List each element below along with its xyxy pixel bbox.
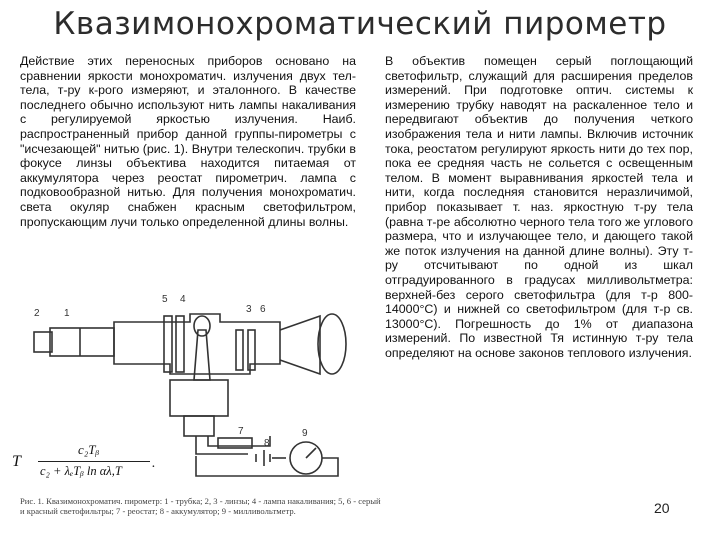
- formula-lhs: T: [12, 453, 21, 470]
- left-text-column: Действие этих переносных приборов основано на сравнении яркости монохроматич. излучения двух тел-тела, т-ру к-рого измеряют, и эталонного. В качестве последнего обычно используют нить лампы накаливания с регулируемой яркостью излучения. Наиб. распространенный прибор данной группы-пирометры с "исчезающей" нитью (рис. 1). Внутри телескопич. трубки в фокусе линзы объектива находится питаемая от аккумулятора через реостат пирометрич. лампа с подковообразной нитью. Для получения монохроматич. света окуляр снабжен красным светофильтром, пропускающим лучи только определенной длины волны.: [20, 54, 356, 229]
- lamp-bulb: [194, 330, 210, 380]
- figure-label: 8: [264, 438, 270, 449]
- figure-label: 2: [34, 308, 40, 319]
- figure-label: 1: [64, 308, 70, 319]
- figure-label: 9: [302, 428, 308, 439]
- formula: [8, 440, 160, 486]
- figure-caption: Рис. 1. Квазимонохроматич. пирометр: 1 - трубка; 2, 3 - линзы; 4 - лампа накаливания; 5, 6 - серый и красный светофильтры; 7 - реостат; 8 - аккумулятор; 9 - милливольтметр.: [20, 496, 381, 516]
- slide-title: Квазимонохроматический пирометр: [53, 6, 667, 42]
- figure-label: 5: [162, 294, 168, 305]
- figure-label: 7: [238, 426, 244, 437]
- tube-body: [50, 328, 114, 356]
- figure-label: 4: [180, 294, 186, 305]
- filter-3: [236, 330, 243, 370]
- lower-body: [170, 380, 228, 416]
- objective-lens: [318, 314, 346, 374]
- figure-label: 6: [260, 304, 266, 315]
- page-number: 20: [654, 500, 670, 516]
- formula-numerator: c₂Tᵦ: [78, 442, 100, 457]
- fraction-bar: [38, 461, 150, 462]
- right-text-column: В объектив помещен серый поглощающий светофильтр, служащий для расширения пределов измерений. При подготовке оптич. системы к измерению трубку наводят на раскаленное тело и передвигают объектив до получения четкого изображения тела и нити лампы. Включив источник тока, реостатом регулируют яркость нити до тех пор, пока ее средняя часть не сольется с освещенным телом. В момент выравнивания яркостей тела и нити, когда последняя становится неразличимой, прибор показывает т. наз. яркостную т-ру тела (равна т-ре абсолютно черного тела того же углового размера, что и излучающее тело, и дающего такой же поток излучения на данной длине волны). Эту т-ру отсчитывают по одной из шкал отградуированного в градусах милливольтметра: верхней-без серого светофильтра (для т-р 800-14000°С) и нижней со светофильтром (для т-р св. 13000°С). Погрешность до 1% от диапазона измерений. По известной Тя истинную т-ру тела определяют на основе законов теплового излучения.: [385, 54, 693, 360]
- formula-tail: .: [152, 456, 156, 471]
- filter-4: [176, 316, 184, 372]
- formula-denominator: c₂ + λₑTᵦ ln αλ,T: [40, 464, 122, 478]
- figure-label: 3: [246, 304, 252, 315]
- objective-cone: [280, 316, 320, 374]
